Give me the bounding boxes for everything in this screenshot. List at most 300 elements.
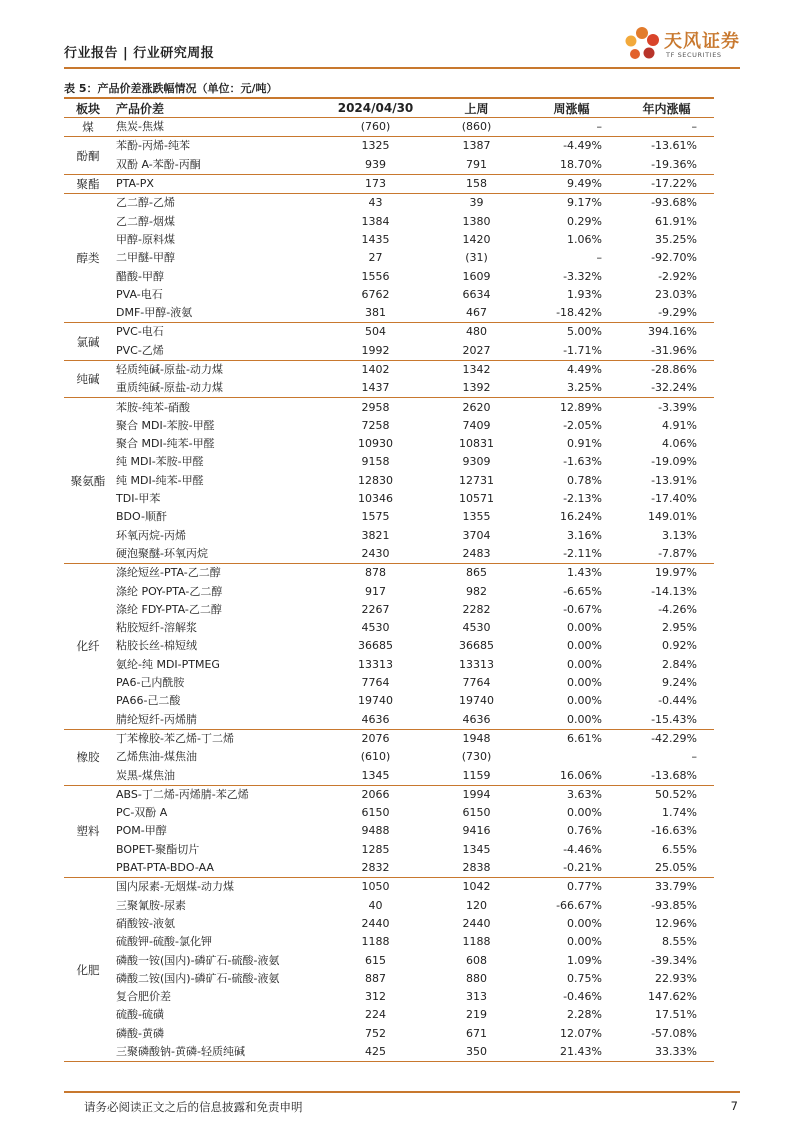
current-value: (610) [360, 750, 391, 764]
ytd-change: 2.84% [662, 657, 697, 671]
weekly-change: 5.00% [524, 323, 619, 342]
ytd-change: 25.05% [655, 861, 697, 875]
weekly-change: 0.78% [567, 473, 602, 487]
product-name: 重质纯碱-原盐-动力煤 [116, 381, 223, 395]
product-name: 二甲醚-甲醇 [116, 251, 175, 265]
table-row [64, 360, 714, 379]
table-row [64, 490, 714, 508]
weekly-change: 16.06% [560, 768, 602, 782]
weekly-change: -0.67% [563, 602, 602, 616]
product-name: PTA-PX [112, 174, 322, 193]
ytd-change: 147.62% [648, 990, 697, 1004]
table-row [64, 545, 714, 564]
table-row [64, 1043, 714, 1062]
product-name: 醋酸-甲醇 [116, 269, 164, 283]
ytd-change: 35.25% [655, 232, 697, 246]
product-name: 纯 MDI-苯胺-甲醛 [116, 455, 204, 469]
current-value: 381 [365, 306, 386, 320]
ytd-change: 8.55% [662, 935, 697, 949]
sector-cell: 塑料 [64, 785, 112, 877]
product-name: 粘胶长丝-棉短绒 [116, 639, 197, 653]
product-name: BDO-顺酐 [116, 510, 167, 524]
ytd-change: 17.51% [655, 1008, 697, 1022]
weekly-change: -4.49% [524, 137, 619, 156]
sector-cell: 化肥 [64, 878, 112, 1062]
current-value: 917 [365, 584, 386, 598]
product-name: 涤纶 POY-PTA-乙二醇 [116, 584, 223, 598]
last-week-value: 1342 [429, 360, 524, 379]
weekly-change: 9.49% [524, 174, 619, 193]
table-row [64, 933, 714, 951]
product-name: 氨纶-纯 MDI-PTMEG [116, 657, 220, 671]
table-row [64, 1006, 714, 1024]
table-row [64, 878, 714, 897]
last-week-value: 10831 [459, 437, 494, 451]
ytd-change: 394.16% [619, 323, 714, 342]
last-week-value: 13313 [459, 657, 494, 671]
ytd-change: 2.95% [662, 621, 697, 635]
product-name: 炭黑-煤焦油 [116, 768, 175, 782]
last-week-value: 1159 [462, 768, 491, 782]
last-week-value: 2838 [462, 861, 491, 875]
product-name: PVA-电石 [116, 287, 163, 301]
weekly-change: 0.00% [567, 806, 602, 820]
table-row [64, 674, 714, 692]
product-name: 焦炭-焦煤 [116, 120, 164, 134]
current-value: 312 [365, 990, 386, 1004]
ytd-change: -14.13% [651, 584, 697, 598]
ytd-change: 19.97% [619, 564, 714, 583]
current-value: 36685 [358, 639, 393, 653]
ytd-change: -93.68% [619, 194, 714, 213]
ytd-change: -31.96% [651, 343, 697, 357]
ytd-change: 4.91% [662, 418, 697, 432]
last-week-value: (860) [461, 120, 492, 134]
last-week-value: 120 [466, 898, 487, 912]
current-value: 1325 [322, 137, 429, 156]
last-week-value: 2440 [462, 916, 491, 930]
table-row [64, 453, 714, 471]
table-row [64, 729, 714, 748]
current-value: 1345 [361, 768, 390, 782]
product-name: PVC-电石 [112, 323, 322, 342]
weekly-change: -66.67% [556, 898, 602, 912]
last-week-value: 865 [429, 564, 524, 583]
weekly-change: 0.00% [567, 916, 602, 930]
current-value: 1384 [361, 214, 390, 228]
sector-cell: 酚酮 [64, 137, 112, 175]
current-value: 2267 [361, 602, 390, 616]
weekly-change: 0.76% [567, 824, 602, 838]
weekly-change: 9.17% [524, 194, 619, 213]
sector-cell: 聚酯 [64, 174, 112, 193]
sector-cell: 醇类 [64, 194, 112, 323]
weekly-change: -1.71% [563, 343, 602, 357]
last-week-value: 1188 [462, 935, 491, 949]
last-week-value: 158 [429, 174, 524, 193]
last-week-value: 1387 [429, 137, 524, 156]
table-row [64, 472, 714, 490]
table-row [64, 323, 714, 342]
current-value: 27 [368, 251, 383, 265]
current-value: 12830 [358, 473, 393, 487]
ytd-change: -13.68% [651, 768, 697, 782]
product-name: 磷酸二铵(国内)-磷矿石-硫酸-液氨 [116, 971, 280, 985]
table-row [64, 342, 714, 361]
table-row [64, 822, 714, 840]
product-name: 硝酸铵-液氨 [116, 916, 175, 930]
table-row [64, 304, 714, 323]
table-row [64, 435, 714, 453]
weekly-change: 18.70% [560, 157, 602, 171]
table-row [64, 785, 714, 804]
last-week-value: 39 [429, 194, 524, 213]
product-name: 甲醇-原料煤 [116, 232, 175, 246]
header-divider [64, 67, 740, 69]
table-row [64, 637, 714, 655]
col-header-sector: 板块 [64, 99, 112, 118]
product-name: PBAT-PTA-BDO-AA [116, 861, 214, 875]
current-value: 887 [365, 971, 386, 985]
last-week-value: 12731 [459, 473, 494, 487]
logo-english-text: TF SECURITIES [666, 51, 722, 59]
ytd-change: 23.03% [655, 287, 697, 301]
last-week-value: 982 [466, 584, 487, 598]
col-header-product: 产品价差 [112, 99, 322, 118]
table-row [64, 398, 714, 417]
current-value: 4636 [361, 712, 390, 726]
table-row [64, 859, 714, 878]
current-value: 4530 [361, 621, 390, 635]
ytd-change: -39.34% [651, 953, 697, 967]
product-name: 硬泡聚醚-环氧丙烷 [116, 546, 208, 560]
current-value: 7764 [361, 676, 390, 690]
current-value: 2430 [361, 546, 390, 560]
current-value: 1188 [361, 935, 390, 949]
table-title: 表 5：产品价差涨跌幅情况（单位：元/吨） [64, 82, 278, 95]
table-row [64, 286, 714, 304]
product-name: PA6-己内酰胺 [116, 676, 185, 690]
ytd-change: 50.52% [619, 785, 714, 804]
last-week-value: 7764 [462, 676, 491, 690]
weekly-change: 3.16% [567, 528, 602, 542]
ytd-change: 61.91% [655, 214, 697, 228]
product-name: 乙二醇-乙烯 [112, 194, 322, 213]
weekly-change: 0.00% [567, 657, 602, 671]
last-week-value: 671 [466, 1026, 487, 1040]
table-row [64, 527, 714, 545]
last-week-value: 6150 [462, 806, 491, 820]
weekly-change: 2.28% [567, 1008, 602, 1022]
ytd-change: 9.24% [662, 676, 697, 690]
table-row [64, 619, 714, 637]
current-value: 939 [365, 157, 386, 171]
ytd-change: -9.29% [658, 306, 697, 320]
last-week-value: 219 [466, 1008, 487, 1022]
ytd-change: -13.91% [651, 473, 697, 487]
weekly-change: -0.21% [563, 861, 602, 875]
current-value: (760) [360, 120, 391, 134]
ytd-change: 0.92% [662, 639, 697, 653]
product-name: 硫酸钾-硫酸-氯化钾 [116, 935, 212, 949]
ytd-change: -42.29% [619, 729, 714, 748]
last-week-value: 608 [466, 953, 487, 967]
last-week-value: 313 [466, 990, 487, 1004]
current-value: 2076 [322, 729, 429, 748]
product-name: 硫酸-硫磺 [116, 1008, 164, 1022]
weekly-change: 0.29% [567, 214, 602, 228]
product-name: DMF-甲醇-液氨 [116, 306, 193, 320]
current-value: 504 [322, 323, 429, 342]
current-value: 40 [368, 898, 383, 912]
table-row [64, 564, 714, 583]
table-row [64, 804, 714, 822]
product-name: PC-双酚 A [116, 806, 168, 820]
sector-cell: 纯碱 [64, 360, 112, 398]
weekly-change: 0.75% [567, 971, 602, 985]
col-header-last-week: 上周 [429, 99, 524, 118]
product-name: 丁苯橡胶-苯乙烯-丁二烯 [112, 729, 322, 748]
ytd-change: -13.61% [619, 137, 714, 156]
ytd-change: 33.79% [619, 878, 714, 897]
table-row [64, 711, 714, 730]
ytd-change: -15.43% [651, 712, 697, 726]
table-row [64, 692, 714, 710]
current-value: 1435 [361, 232, 390, 246]
last-week-value: 1345 [462, 842, 491, 856]
table-row [64, 1025, 714, 1043]
last-week-value: 1420 [462, 232, 491, 246]
current-value: 9488 [361, 824, 390, 838]
table-row [64, 212, 714, 230]
last-week-value: 880 [466, 971, 487, 985]
ytd-change: -2.92% [658, 269, 697, 283]
ytd-change: -32.24% [651, 381, 697, 395]
footer-divider [64, 1091, 740, 1093]
product-name: TDI-甲苯 [116, 492, 161, 506]
company-logo [622, 25, 742, 65]
weekly-change: -3.32% [563, 269, 602, 283]
weekly-change: 1.09% [567, 953, 602, 967]
table-row [64, 896, 714, 914]
product-name: 轻质纯碱-原盐-动力煤 [112, 360, 322, 379]
weekly-change: 3.63% [524, 785, 619, 804]
ytd-change: 33.33% [619, 1043, 714, 1062]
last-week-value: (31) [465, 251, 488, 265]
weekly-change: 3.25% [567, 381, 602, 395]
current-value: 19740 [358, 694, 393, 708]
report-type-header: 行业报告 | 行业研究周报 [64, 46, 215, 61]
product-name: 磷酸一铵(国内)-磷矿石-硫酸-液氨 [116, 953, 280, 967]
table-row [64, 194, 714, 213]
spread-table [64, 99, 714, 1062]
ytd-change: -17.40% [651, 492, 697, 506]
current-value: 43 [322, 194, 429, 213]
table-row [64, 582, 714, 600]
ytd-change: -19.36% [651, 157, 697, 171]
current-value: 6762 [361, 287, 390, 301]
last-week-value: 36685 [459, 639, 494, 653]
ytd-change: -19.09% [651, 455, 697, 469]
product-name: 聚合 MDI-纯苯-甲醛 [116, 437, 215, 451]
weekly-change: – [596, 120, 602, 134]
current-value: 752 [365, 1026, 386, 1040]
product-name: PVC-乙烯 [116, 343, 164, 357]
current-value: 2958 [322, 398, 429, 417]
weekly-change: -1.63% [563, 455, 602, 469]
table-row [64, 766, 714, 785]
last-week-value: 3704 [462, 528, 491, 542]
current-value: 6150 [361, 806, 390, 820]
weekly-change: 0.00% [567, 621, 602, 635]
weekly-change: 4.49% [524, 360, 619, 379]
last-week-value: 2620 [429, 398, 524, 417]
product-name: 磷酸-黄磷 [116, 1026, 164, 1040]
last-week-value: 791 [466, 157, 487, 171]
ytd-change: 12.96% [655, 916, 697, 930]
weekly-change: 0.00% [567, 712, 602, 726]
ytd-change: -17.22% [619, 174, 714, 193]
ytd-change: -92.70% [651, 251, 697, 265]
col-header-ytd-change: 年内涨幅 [619, 99, 714, 118]
weekly-change: 12.89% [524, 398, 619, 417]
weekly-change: -2.11% [563, 546, 602, 560]
table-row [64, 748, 714, 766]
table-row [64, 379, 714, 398]
weekly-change: 21.43% [524, 1043, 619, 1062]
last-week-value: 1609 [462, 269, 491, 283]
current-value: 1992 [361, 343, 390, 357]
product-name: 涤纶 FDY-PTA-乙二醇 [116, 602, 222, 616]
table-row [64, 841, 714, 859]
current-value: 615 [365, 953, 386, 967]
last-week-value: (730) [461, 750, 492, 764]
current-value: 7258 [361, 418, 390, 432]
ytd-change: 1.74% [662, 806, 697, 820]
col-header-weekly-change: 周涨幅 [524, 99, 619, 118]
product-name: 国内尿素-无烟煤-动力煤 [112, 878, 322, 897]
sector-cell: 聚氨酯 [64, 398, 112, 564]
weekly-change: 0.00% [567, 694, 602, 708]
product-name: 双酚 A-苯酚-丙酮 [116, 157, 201, 171]
flower-logo-icon [622, 25, 662, 65]
weekly-change: 0.00% [567, 639, 602, 653]
last-week-value: 10571 [459, 492, 494, 506]
last-week-value: 6634 [462, 287, 491, 301]
last-week-value: 1392 [462, 381, 491, 395]
last-week-value: 480 [429, 323, 524, 342]
table-row [64, 267, 714, 285]
sector-cell: 化纤 [64, 564, 112, 730]
weekly-change [524, 748, 619, 766]
last-week-value: 467 [466, 306, 487, 320]
last-week-value: 1355 [462, 510, 491, 524]
table-row [64, 174, 714, 193]
weekly-change: -2.05% [563, 418, 602, 432]
table-header-row [64, 99, 714, 118]
ytd-change: -57.08% [651, 1026, 697, 1040]
last-week-value: 2027 [462, 343, 491, 357]
current-value: 1402 [322, 360, 429, 379]
ytd-change: -28.86% [619, 360, 714, 379]
weekly-change: -0.46% [563, 990, 602, 1004]
table-row [64, 601, 714, 619]
col-header-date: 2024/04/30 [322, 99, 429, 118]
last-week-value: 350 [429, 1043, 524, 1062]
product-name: 苯胺-纯苯-硝酸 [112, 398, 322, 417]
ytd-change: -0.44% [658, 694, 697, 708]
current-value: 1285 [361, 842, 390, 856]
weekly-change: 1.06% [567, 232, 602, 246]
product-name: 乙烯焦油-煤焦油 [116, 750, 197, 764]
weekly-change: 0.91% [567, 437, 602, 451]
last-week-value: 1042 [429, 878, 524, 897]
product-name: 环氧丙烷-丙烯 [116, 528, 186, 542]
ytd-change: 22.93% [655, 971, 697, 985]
last-week-value: 2282 [462, 602, 491, 616]
ytd-change: 149.01% [648, 510, 697, 524]
table-row [64, 951, 714, 969]
table-row [64, 656, 714, 674]
product-name: PA66-己二酸 [116, 694, 181, 708]
table-row [64, 970, 714, 988]
table-row [64, 417, 714, 435]
weekly-change: 12.07% [560, 1026, 602, 1040]
weekly-change: 0.77% [524, 878, 619, 897]
product-name: ABS-丁二烯-丙烯腈-苯乙烯 [112, 785, 322, 804]
sector-cell: 煤 [82, 120, 94, 135]
product-name: BOPET-聚酯切片 [116, 842, 200, 856]
product-name: 纯 MDI-纯苯-甲醛 [116, 473, 204, 487]
sector-cell: 橡胶 [64, 729, 112, 785]
ytd-change: -7.87% [658, 546, 697, 560]
last-week-value: 7409 [462, 418, 491, 432]
current-value: 1050 [322, 878, 429, 897]
ytd-change: – [691, 750, 697, 764]
current-value: 224 [365, 1008, 386, 1022]
weekly-change: 16.24% [560, 510, 602, 524]
last-week-value: 1380 [462, 214, 491, 228]
product-name: 苯酚-丙烯-纯苯 [112, 137, 322, 156]
current-value: 2066 [322, 785, 429, 804]
last-week-value: 9416 [462, 824, 491, 838]
current-value: 1437 [361, 381, 390, 395]
last-week-value: 9309 [462, 455, 491, 469]
last-week-value: 4636 [462, 712, 491, 726]
product-name: 聚合 MDI-苯胺-甲醛 [116, 418, 215, 432]
product-name: 粘胶短纤-溶解浆 [116, 621, 197, 635]
logo-chinese-text: 天风证券 [664, 31, 740, 52]
sector-cell: 氯碱 [64, 323, 112, 361]
current-value: 2832 [361, 861, 390, 875]
current-value: 9158 [361, 455, 390, 469]
weekly-change: 1.93% [567, 287, 602, 301]
table-body [64, 118, 714, 1062]
table-row [64, 915, 714, 933]
current-value: 2440 [361, 916, 390, 930]
product-name: 复合肥价差 [116, 990, 171, 1004]
last-week-value: 19740 [459, 694, 494, 708]
current-value: 173 [322, 174, 429, 193]
page-number: 7 [730, 1099, 738, 1113]
weekly-change: -2.13% [563, 492, 602, 506]
last-week-value: 1994 [429, 785, 524, 804]
current-value: 878 [322, 564, 429, 583]
current-value: 10346 [358, 492, 393, 506]
ytd-change: -4.26% [658, 602, 697, 616]
product-name: 三聚磷酸钠-黄磷-轻质纯碱 [112, 1043, 322, 1062]
weekly-change: -6.65% [563, 584, 602, 598]
